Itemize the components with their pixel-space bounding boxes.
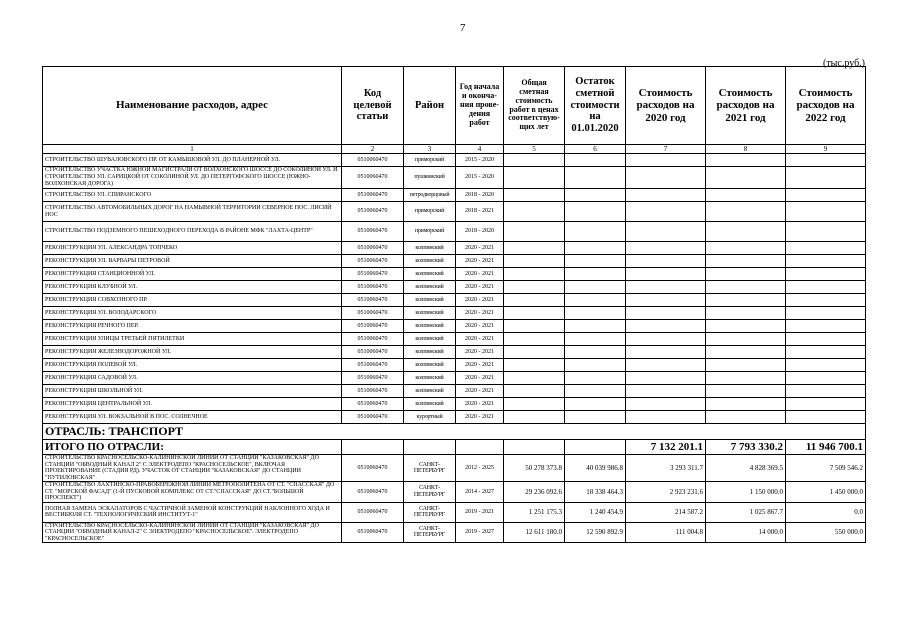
transport-2021: 1 025 867.7	[706, 502, 786, 522]
row-empty-cell	[626, 242, 706, 255]
row-code: 0510060470	[342, 307, 404, 320]
row-code: 0510060470	[342, 346, 404, 359]
row-name: РЕКОНСТРУКЦИЯ УЛ. ВОЛОДАРСКОГО	[43, 307, 342, 320]
row-empty-cell	[504, 255, 565, 268]
row-empty-cell	[786, 167, 866, 189]
row-period: 2018 - 2021	[456, 202, 504, 222]
row-empty-cell	[565, 281, 626, 294]
row-empty-cell	[706, 372, 786, 385]
header-total-cost: Общая сметная стоимость работ в ценах соответствую-щих лет	[504, 67, 565, 145]
row-district: колпинский	[404, 281, 456, 294]
header-2021: Стоимость расходов на 2021 год	[706, 67, 786, 145]
row-empty-cell	[626, 333, 706, 346]
table-row	[43, 189, 866, 202]
column-number: 7	[626, 145, 706, 154]
row-empty-cell	[565, 307, 626, 320]
column-number: 8	[706, 145, 786, 154]
row-period: 2020 - 2021	[456, 398, 504, 411]
row-empty-cell	[565, 154, 626, 167]
row-name: РЕКОНСТРУКЦИЯ ПОЛЕВОЙ УЛ.	[43, 359, 342, 372]
row-empty-cell	[565, 372, 626, 385]
row-period: 2020 - 2021	[456, 307, 504, 320]
table-row	[43, 372, 866, 385]
row-name: РЕКОНСТРУКЦИЯ ШКОЛЬНОЙ УЛ.	[43, 385, 342, 398]
row-empty-cell	[565, 346, 626, 359]
transport-2022: 0.0	[786, 502, 866, 522]
row-empty-cell	[786, 202, 866, 222]
row-empty-cell	[706, 268, 786, 281]
row-empty-cell	[504, 372, 565, 385]
row-empty-cell	[706, 346, 786, 359]
row-empty-cell	[626, 398, 706, 411]
row-district: колпинский	[404, 242, 456, 255]
row-code: 0510060470	[342, 255, 404, 268]
row-district: колпинский	[404, 359, 456, 372]
column-number: 6	[565, 145, 626, 154]
table-row	[43, 154, 866, 167]
total-label: ИТОГО ПО ОТРАСЛИ:	[43, 440, 342, 455]
row-empty-cell	[706, 307, 786, 320]
row-empty-cell	[626, 320, 706, 333]
row-empty-cell	[504, 294, 565, 307]
row-empty-cell	[565, 398, 626, 411]
header-district: Район	[404, 67, 456, 145]
row-district: приморский	[404, 202, 456, 222]
total-row	[43, 440, 866, 455]
units-label: (тыс.руб.)	[822, 58, 865, 69]
transport-total-cost: 50 278 373.8	[504, 455, 565, 482]
transport-name: СТРОИТЕЛЬСТВО ЛАХТИНСКО-ПРАВОБЕРЕЖНОЙ ЛИНИИ МЕТРОПОЛИТЕНА ОТ СТ. "СПАССКАЯ" ДО СТ. "МОРСКОЙ ФАСАД" (1-Й ПУСКОВОЙ КОМПЛЕКС ОТ СТ."СПАССКАЯ" ДО СТ."БОЛЬШОЙ ПРОСПЕКТ")	[43, 482, 342, 503]
column-numbers-row	[43, 145, 866, 154]
row-empty-cell	[504, 222, 565, 242]
transport-2020: 3 293 311.7	[626, 455, 706, 482]
transport-2022: 550 000.0	[786, 522, 866, 543]
row-period: 2020 - 2021	[456, 281, 504, 294]
row-empty-cell	[565, 268, 626, 281]
row-name: РЕКОНСТРУКЦИЯ РЕЧНОГО ПЕР.	[43, 320, 342, 333]
total-2020: 7 132 201.1	[626, 440, 706, 455]
row-empty-cell	[706, 333, 786, 346]
row-empty-cell	[504, 281, 565, 294]
row-empty-cell	[706, 294, 786, 307]
row-empty-cell	[626, 255, 706, 268]
row-empty-cell	[706, 222, 786, 242]
transport-district: САНКТ-ПЕТЕРБУРГ	[404, 455, 456, 482]
row-empty-cell	[706, 320, 786, 333]
row-period: 2020 - 2021	[456, 294, 504, 307]
row-empty-cell	[504, 154, 565, 167]
transport-row	[43, 455, 866, 482]
row-empty-cell	[565, 359, 626, 372]
column-number: 4	[456, 145, 504, 154]
table-row	[43, 222, 866, 242]
row-period: 2020 - 2021	[456, 242, 504, 255]
row-code: 0510060470	[342, 359, 404, 372]
table-row	[43, 307, 866, 320]
row-empty-cell	[626, 346, 706, 359]
row-district: пушкинский	[404, 167, 456, 189]
transport-2020: 111 004.8	[626, 522, 706, 543]
row-district: колпинский	[404, 333, 456, 346]
row-empty-cell	[626, 268, 706, 281]
total-empty-cell	[504, 440, 565, 455]
row-district: колпинский	[404, 294, 456, 307]
row-period: 2018 - 2020	[456, 222, 504, 242]
row-name: РЕКОНСТРУКЦИЯ ЖЕЛЕЗНОДОРОЖНОЙ УЛ.	[43, 346, 342, 359]
row-empty-cell	[565, 222, 626, 242]
row-name: РЕКОНСТРУКЦИЯ УЛИЦЫ ТРЕТЬЕЙ ПЯТИЛЕТКИ	[43, 333, 342, 346]
transport-2021: 1 150 000.0	[706, 482, 786, 503]
row-empty-cell	[565, 294, 626, 307]
row-empty-cell	[565, 411, 626, 424]
row-empty-cell	[626, 411, 706, 424]
row-name: РЕКОНСТРУКЦИЯ КЛУБНОЙ УЛ.	[43, 281, 342, 294]
row-name: РЕКОНСТРУКЦИЯ САДОВОЙ УЛ.	[43, 372, 342, 385]
transport-period: 2014 - 2027	[456, 482, 504, 503]
row-empty-cell	[565, 320, 626, 333]
row-period: 2015 - 2020	[456, 154, 504, 167]
row-district: приморский	[404, 154, 456, 167]
row-empty-cell	[786, 385, 866, 398]
row-name: РЕКОНСТРУКЦИЯ УЛ. АЛЕКСАНДРА ТОПЧЕКО	[43, 242, 342, 255]
transport-period: 2019 - 2021	[456, 502, 504, 522]
row-district: колпинский	[404, 320, 456, 333]
row-empty-cell	[786, 411, 866, 424]
column-number: 9	[786, 145, 866, 154]
total-2021: 7 793 330.2	[706, 440, 786, 455]
row-code: 0510060470	[342, 294, 404, 307]
header-name: Наименование расходов, адрес	[43, 67, 342, 145]
row-empty-cell	[504, 411, 565, 424]
row-period: 2020 - 2021	[456, 385, 504, 398]
row-empty-cell	[565, 255, 626, 268]
table-row	[43, 359, 866, 372]
row-empty-cell	[565, 385, 626, 398]
row-empty-cell	[786, 372, 866, 385]
row-empty-cell	[706, 154, 786, 167]
row-code: 0510060470	[342, 333, 404, 346]
transport-period: 2019 - 2027	[456, 522, 504, 543]
total-empty-cell	[565, 440, 626, 455]
row-period: 2018 - 2020	[456, 189, 504, 202]
header-remainder: Остаток сметной стоимости на 01.01.2020	[565, 67, 626, 145]
row-name: СТРОИТЕЛЬСТВО УЛ. СПИРАНСКОГО	[43, 189, 342, 202]
row-code: 0510060470	[342, 189, 404, 202]
table-row	[43, 411, 866, 424]
row-empty-cell	[626, 189, 706, 202]
row-empty-cell	[786, 307, 866, 320]
row-code: 0510060470	[342, 398, 404, 411]
row-period: 2015 - 2020	[456, 167, 504, 189]
row-empty-cell	[786, 346, 866, 359]
row-empty-cell	[786, 294, 866, 307]
row-district: колпинский	[404, 268, 456, 281]
header-row	[43, 67, 866, 145]
row-empty-cell	[504, 189, 565, 202]
row-district: колпинский	[404, 385, 456, 398]
table-row	[43, 242, 866, 255]
row-empty-cell	[504, 202, 565, 222]
row-period: 2020 - 2021	[456, 359, 504, 372]
row-empty-cell	[786, 222, 866, 242]
row-name: СТРОИТЕЛЬСТВО УЧАСТКА ЮЖНОЙ МАГИСТРАЛИ ОТ ВОЛХОНСКОГО ШОССЕ ДО СОКОЛИНОЙ УЛ. И СТРОИТЕЛЬСТВО УЛ. САРИЦКОЙ ОТ СОКОЛИНОЙ УЛ. ДО ПЕТЕРГОФСКОГО ШОССЕ (ЮЖНО-ВОЛХОНСКАЯ ДОРОГА)	[43, 167, 342, 189]
row-empty-cell	[565, 242, 626, 255]
row-empty-cell	[626, 372, 706, 385]
row-empty-cell	[786, 268, 866, 281]
row-empty-cell	[706, 411, 786, 424]
row-name: СТРОИТЕЛЬСТВО ШУВАЛОВСКОГО ПР. ОТ КАМЫШОВОЙ УЛ. ДО ПЛАНЕРНОЙ УЛ.	[43, 154, 342, 167]
row-empty-cell	[786, 320, 866, 333]
row-name: РЕКОНСТРУКЦИЯ СОВХОЗНОГО ПР.	[43, 294, 342, 307]
table-row	[43, 281, 866, 294]
transport-code: 0510060470	[342, 502, 404, 522]
row-empty-cell	[786, 189, 866, 202]
row-empty-cell	[565, 333, 626, 346]
row-empty-cell	[786, 154, 866, 167]
transport-remainder: 12 590 892.9	[565, 522, 626, 543]
row-empty-cell	[786, 255, 866, 268]
table-row	[43, 346, 866, 359]
row-period: 2020 - 2021	[456, 411, 504, 424]
total-empty-cell	[404, 440, 456, 455]
column-number: 3	[404, 145, 456, 154]
row-empty-cell	[706, 189, 786, 202]
transport-row	[43, 502, 866, 522]
row-code: 0510060470	[342, 202, 404, 222]
row-district: колпинский	[404, 398, 456, 411]
row-name: РЕКОНСТРУКЦИЯ УЛ. ВОКЗАЛЬНОЙ В ПОС. СОЛНЕЧНОЕ	[43, 411, 342, 424]
table-row	[43, 268, 866, 281]
row-district: колпинский	[404, 307, 456, 320]
row-code: 0510060470	[342, 372, 404, 385]
transport-2020: 2 923 231.6	[626, 482, 706, 503]
row-empty-cell	[504, 398, 565, 411]
row-empty-cell	[504, 307, 565, 320]
transport-total-cost: 29 236 092.6	[504, 482, 565, 503]
row-empty-cell	[706, 167, 786, 189]
row-code: 0510060470	[342, 411, 404, 424]
expenses-table	[42, 66, 866, 543]
table-row	[43, 202, 866, 222]
row-empty-cell	[786, 242, 866, 255]
row-code: 0510060470	[342, 154, 404, 167]
row-empty-cell	[504, 268, 565, 281]
row-name: РЕКОНСТРУКЦИЯ УЛ. ВАРВАРЫ ПЕТРОВОЙ	[43, 255, 342, 268]
header-code: Код целевой статьи	[342, 67, 404, 145]
row-empty-cell	[504, 320, 565, 333]
row-empty-cell	[786, 333, 866, 346]
row-district: приморский	[404, 222, 456, 242]
table-row	[43, 320, 866, 333]
row-empty-cell	[706, 242, 786, 255]
row-empty-cell	[565, 202, 626, 222]
row-empty-cell	[786, 359, 866, 372]
row-code: 0510060470	[342, 385, 404, 398]
transport-name: СТРОИТЕЛЬСТВО КРАСНОСЕЛЬСКО-КАЛИНИНСКОЙ ЛИНИИ ОТ СТАНЦИИ "КАЗАКОВСКАЯ" ДО СТАНЦИИ "ОБВОДНЫЙ КАНАЛ-2" С ЭЛЕКТРОДЕПО "КРАСНОСЕЛЬСКОЕ". ЭЛЕКТРОДЕПО "КРАСНОСЕЛЬСКОЕ"	[43, 522, 342, 543]
row-period: 2020 - 2021	[456, 346, 504, 359]
row-period: 2020 - 2021	[456, 255, 504, 268]
row-code: 0510060470	[342, 281, 404, 294]
row-empty-cell	[626, 167, 706, 189]
table-row	[43, 255, 866, 268]
row-empty-cell	[706, 255, 786, 268]
row-name: РЕКОНСТРУКЦИЯ ЦЕНТРАЛЬНОЙ УЛ.	[43, 398, 342, 411]
row-empty-cell	[706, 281, 786, 294]
table-row	[43, 398, 866, 411]
row-empty-cell	[565, 189, 626, 202]
transport-remainder: 1 240 454.9	[565, 502, 626, 522]
transport-2021: 14 000.0	[706, 522, 786, 543]
transport-district: САНКТ-ПЕТЕРБУРГ	[404, 502, 456, 522]
row-empty-cell	[706, 202, 786, 222]
transport-remainder: 18 338 464.3	[565, 482, 626, 503]
row-period: 2020 - 2021	[456, 333, 504, 346]
row-code: 0510060470	[342, 167, 404, 189]
transport-district: САНКТ-ПЕТЕРБУРГ	[404, 522, 456, 543]
row-empty-cell	[626, 281, 706, 294]
row-code: 0510060470	[342, 320, 404, 333]
row-code: 0510060470	[342, 222, 404, 242]
row-empty-cell	[706, 398, 786, 411]
transport-code: 0510060470	[342, 455, 404, 482]
row-empty-cell	[504, 385, 565, 398]
row-empty-cell	[626, 202, 706, 222]
transport-district: САНКТ-ПЕТЕРБУРГ	[404, 482, 456, 503]
row-period: 2020 - 2021	[456, 268, 504, 281]
transport-name: ПОЛНАЯ ЗАМЕНА ЭСКАЛАТОРОВ С ЧАСТИЧНОЙ ЗАМЕНОЙ КОНСТРУКЦИЙ НАКЛОННОГО ХОДА И ВЕСТИБЮЛЯ СТ. "ТЕХНОЛОГИЧЕСКИЙ ИНСТИТУТ-1"	[43, 502, 342, 522]
row-empty-cell	[786, 398, 866, 411]
section-row	[43, 424, 866, 440]
row-district: колпинский	[404, 255, 456, 268]
transport-2022: 7 509 546.2	[786, 455, 866, 482]
header-period: Год начала и оконча-ния прове-дения работ	[456, 67, 504, 145]
row-district: петродворцовый	[404, 189, 456, 202]
transport-2021: 4 828 369.5	[706, 455, 786, 482]
page-number: 7	[460, 22, 466, 34]
row-empty-cell	[786, 281, 866, 294]
total-2022: 11 946 700.1	[786, 440, 866, 455]
row-empty-cell	[706, 359, 786, 372]
row-empty-cell	[626, 222, 706, 242]
table-row	[43, 333, 866, 346]
transport-code: 0510060470	[342, 522, 404, 543]
transport-total-cost: 1 251 175.3	[504, 502, 565, 522]
transport-2022: 1 450 000.0	[786, 482, 866, 503]
total-empty-cell	[342, 440, 404, 455]
transport-2020: 214 587.2	[626, 502, 706, 522]
row-name: СТРОИТЕЛЬСТВО ПОДЗЕМНОГО ПЕШЕХОДНОГО ПЕРЕХОДА В РАЙОНЕ МФК "ЛАХТА-ЦЕНТР"	[43, 222, 342, 242]
row-district: колпинский	[404, 346, 456, 359]
table-row	[43, 294, 866, 307]
transport-name: СТРОИТЕЛЬСТВО КРАСНОСЕЛЬСКО-КАЛИНИНСКОЙ ЛИНИИ ОТ СТАНЦИИ "КАЗАКОВСКАЯ" ДО СТАНЦИИ "ОБВОДНЫЙ КАНАЛ 2" С ЭЛЕКТРОДЕПО "КРАСНОСЕЛЬСКОЕ", ВКЛЮЧАЯ ПРОЕКТИРОВАНИЕ (СТАДИЯ РД). УЧАСТОК ОТ СТАНЦИИ "КАЗАКОВСКАЯ" ДО СТАНЦИИ "ПУТИЛОВСКАЯ"	[43, 455, 342, 482]
table-row	[43, 385, 866, 398]
row-empty-cell	[504, 359, 565, 372]
row-empty-cell	[504, 333, 565, 346]
row-code: 0510060470	[342, 268, 404, 281]
row-empty-cell	[626, 307, 706, 320]
transport-total-cost: 12 611 180.0	[504, 522, 565, 543]
column-number: 2	[342, 145, 404, 154]
row-empty-cell	[504, 242, 565, 255]
row-empty-cell	[626, 385, 706, 398]
transport-remainder: 40 039 986.8	[565, 455, 626, 482]
transport-row	[43, 482, 866, 503]
column-number: 1	[43, 145, 342, 154]
row-empty-cell	[565, 167, 626, 189]
column-number: 5	[504, 145, 565, 154]
row-empty-cell	[626, 359, 706, 372]
row-empty-cell	[504, 167, 565, 189]
table-body	[43, 67, 866, 543]
row-empty-cell	[504, 346, 565, 359]
row-name: РЕКОНСТРУКЦИЯ СТАНЦИОННОЙ УЛ.	[43, 268, 342, 281]
transport-row	[43, 522, 866, 543]
row-period: 2020 - 2021	[456, 320, 504, 333]
row-empty-cell	[706, 385, 786, 398]
transport-period: 2012 - 2025	[456, 455, 504, 482]
table-row	[43, 167, 866, 189]
row-code: 0510060470	[342, 242, 404, 255]
header-2020: Стоимость расходов на 2020 год	[626, 67, 706, 145]
row-empty-cell	[626, 154, 706, 167]
row-name: СТРОИТЕЛЬСТВО АВТОМОБИЛЬНЫХ ДОРОГ НА НАМЫВНОЙ ТЕРРИТОРИИ СЕВЕРНОЕ ПОС. ЛИСИЙ НОС	[43, 202, 342, 222]
row-district: курортный	[404, 411, 456, 424]
section-title: ОТРАСЛЬ: ТРАНСПОРТ	[43, 424, 866, 440]
transport-code: 0510060470	[342, 482, 404, 503]
row-period: 2020 - 2021	[456, 372, 504, 385]
header-2022: Стоимость расходов на 2022 год	[786, 67, 866, 145]
row-district: колпинский	[404, 372, 456, 385]
row-empty-cell	[626, 294, 706, 307]
total-empty-cell	[456, 440, 504, 455]
